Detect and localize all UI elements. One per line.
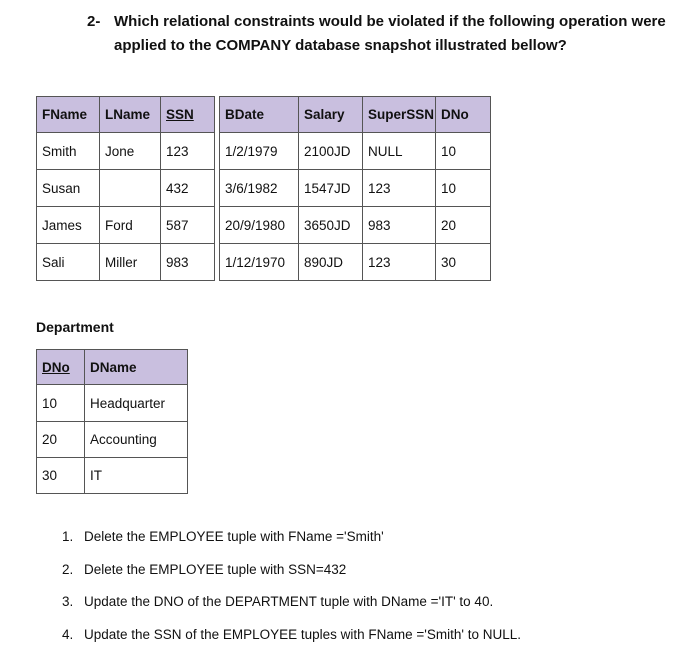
employee-header-lname: LName bbox=[100, 97, 161, 133]
employee-cell bbox=[100, 170, 161, 207]
employee-cell: 3/6/1982 bbox=[220, 170, 299, 207]
operation-text: Delete the EMPLOYEE tuple with SSN=432 bbox=[84, 561, 347, 577]
employee-cell: Smith bbox=[37, 133, 100, 170]
employee-cell: 123 bbox=[161, 133, 215, 170]
employee-cell: James bbox=[37, 207, 100, 244]
employee-cell: 432 bbox=[161, 170, 215, 207]
employee-cell: Jone bbox=[100, 133, 161, 170]
employee-cell: NULL bbox=[363, 133, 436, 170]
table-row bbox=[37, 244, 491, 281]
list-item bbox=[62, 529, 521, 562]
list-item bbox=[62, 627, 521, 660]
department-header-row bbox=[37, 350, 188, 385]
employee-header-row bbox=[37, 97, 491, 133]
employee-header-ssn: SSN bbox=[161, 97, 215, 133]
employee-cell: 10 bbox=[436, 133, 491, 170]
employee-header-bdate: BDate bbox=[220, 97, 299, 133]
employee-cell: 1547JD bbox=[299, 170, 363, 207]
employee-cell: 2100JD bbox=[299, 133, 363, 170]
table-row bbox=[37, 170, 491, 207]
employee-cell: 1/2/1979 bbox=[220, 133, 299, 170]
employee-cell: 983 bbox=[363, 207, 436, 244]
employee-cell: 20/9/1980 bbox=[220, 207, 299, 244]
employee-header-dno: DNo bbox=[436, 97, 491, 133]
table-row bbox=[37, 133, 491, 170]
employee-header-superssn: SuperSSN bbox=[363, 97, 436, 133]
employee-cell: 10 bbox=[436, 170, 491, 207]
employee-cell: 1/12/1970 bbox=[220, 244, 299, 281]
employee-cell: 123 bbox=[363, 170, 436, 207]
operation-text: Delete the EMPLOYEE tuple with FName ='Smith' bbox=[84, 529, 384, 544]
department-header-dno: DNo bbox=[37, 350, 85, 385]
employee-cell: 587 bbox=[161, 207, 215, 244]
operation-text: Update the DNO of the DEPARTMENT tuple with DName ='IT' to 40. bbox=[84, 594, 494, 609]
employee-cell: Sali bbox=[37, 244, 100, 281]
employee-header-salary: Salary bbox=[299, 97, 363, 133]
table-row bbox=[37, 458, 188, 494]
employee-cell: Miller bbox=[100, 244, 161, 281]
department-cell: 10 bbox=[37, 385, 85, 422]
employee-cell: 20 bbox=[436, 207, 491, 244]
department-cell: 30 bbox=[37, 458, 85, 494]
question-line-1: Which relational constraints would be violated if the following operation were bbox=[114, 13, 666, 30]
employee-cell: 123 bbox=[363, 244, 436, 281]
department-cell: Accounting bbox=[85, 422, 188, 458]
operation-text: Update the SSN of the EMPLOYEE tuples with FName ='Smith' to NULL. bbox=[84, 626, 521, 642]
question-line-2: applied to the COMPANY database snapshot illustrated bellow? bbox=[114, 37, 567, 54]
employee-table bbox=[36, 96, 491, 281]
table-row bbox=[37, 207, 491, 244]
employee-cell: 890JD bbox=[299, 244, 363, 281]
department-cell: 20 bbox=[37, 422, 85, 458]
employee-cell: 983 bbox=[161, 244, 215, 281]
question-number: 2- bbox=[87, 13, 101, 30]
operation-number: 4. bbox=[62, 626, 74, 642]
table-row bbox=[37, 422, 188, 458]
employee-cell: Susan bbox=[37, 170, 100, 207]
department-cell: IT bbox=[85, 458, 188, 494]
employee-header-fname: FName bbox=[37, 97, 100, 133]
operation-number: 1. bbox=[62, 529, 74, 544]
department-table bbox=[36, 349, 188, 494]
operation-number: 3. bbox=[62, 594, 74, 609]
list-item bbox=[62, 594, 521, 627]
department-header-dname: DName bbox=[85, 350, 188, 385]
list-item bbox=[62, 562, 521, 595]
department-cell: Headquarter bbox=[85, 385, 188, 422]
department-title: Department bbox=[36, 319, 114, 335]
operation-number: 2. bbox=[62, 561, 74, 577]
employee-cell: 3650JD bbox=[299, 207, 363, 244]
employee-cell: 30 bbox=[436, 244, 491, 281]
employee-cell: Ford bbox=[100, 207, 161, 244]
table-row bbox=[37, 385, 188, 422]
operations-list bbox=[62, 529, 521, 659]
